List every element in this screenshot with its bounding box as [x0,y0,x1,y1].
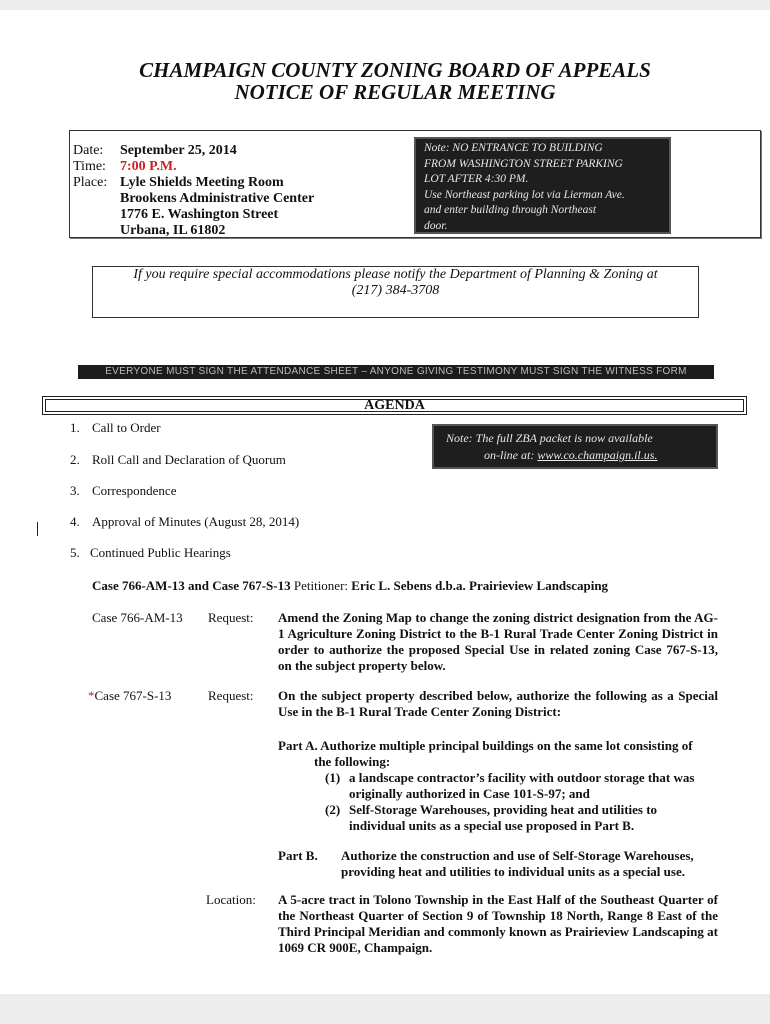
part-b-label: Part B. [278,848,318,863]
meeting-date: September 25, 2014 [120,143,237,158]
notice-title: NOTICE OF REGULAR MEETING [234,80,556,104]
parking-note-line: LOT AFTER 4:30 PM. [424,173,529,185]
sign-in-banner: EVERYONE MUST SIGN THE ATTENDANCE SHEET – ANYONE GIVING TESTIMONY MUST SIGN THE WITNESS FORM [78,365,714,379]
hearing-heading [92,578,608,594]
agenda-item-number: 1. [70,420,80,435]
part-b-line: providing heat and utilities to individual units as a special use. [341,864,685,879]
agenda-item-number: 2. [70,452,80,467]
time-label: Time: [73,159,106,174]
agenda-item-call-to-order: Call to Order [92,420,161,435]
place-line: Lyle Shields Meeting Room [120,175,284,190]
date-label: Date: [73,143,104,158]
board-title: CHAMPAIGN COUNTY ZONING BOARD OF APPEALS [139,58,651,82]
place-line: 1776 E. Washington Street [120,207,279,222]
sub-item-number: (1) [325,770,341,785]
location-label: Location: [206,892,256,907]
accommodations-box [92,266,699,318]
sub-item-text: individual units as a special use proposed in Part B. [349,818,635,833]
case-766-request: Amend the Zoning Map to change the zoning district designation from the AG-1 Agriculture Zoning District to the B-1 Rural Trade Center Zoning District in order to authorize the proposed Special Use in related zoning Case 767-S-13, on the subject property below. [278,610,718,673]
asterisk-marker: * [88,688,95,703]
request-label: Request: [208,688,254,703]
parking-note-line: door. [424,219,448,232]
agenda-heading: AGENDA [42,396,747,415]
petitioner-name: Eric L. Sebens d.b.a. Prairieview Landscaping [351,578,609,593]
request-label: Request: [208,610,254,625]
location-description: A 5-acre tract in Tolono Township in the East Half of the Southeast Quarter of the Northeast Quarter of Section 9 of Township 18 North, Range 8 East of the Third Principal Meridian and commonly known as Prairieview Landscaping at 1069 CR 900E, Champaign. [278,892,718,955]
sub-item-number: (2) [325,802,341,817]
part-a-line: the following: [314,754,391,769]
parking-note-line: Note: NO ENTRANCE TO BUILDING [424,142,603,154]
parking-note-line: and enter building through Northeast [424,204,597,216]
parking-note-line: FROM WASHINGTON STREET PARKING [424,157,623,170]
sub-item-text: Self-Storage Warehouses, providing heat and utilities to [349,802,658,817]
place-line: Urbana, IL 61802 [120,223,226,238]
agenda-item-public-hearings: Continued Public Hearings [90,545,231,560]
packet-note [432,424,718,469]
accommodations-phone: (217) 384-3708 [351,283,440,298]
place-label: Place: [73,175,108,190]
place-line: Brookens Administrative Center [120,191,315,206]
meeting-time: 7:00 P.M. [120,159,177,174]
parking-note-line: Use Northeast parking lot via Lierman Ave. [424,188,625,201]
part-a-line: Part A. Authorize multiple principal buildings on the same lot consisting of [278,738,693,753]
agenda-item-number: 4. [70,514,80,529]
petitioner-label: Petitioner: [290,578,352,593]
part-b-line: Authorize the construction and use of Self-Storage Warehouses, [341,848,694,863]
case-766-label: Case 766-AM-13 [92,610,183,625]
revision-bar [37,522,38,536]
sub-item-text: originally authorized in Case 101-S-97; and [349,786,590,801]
packet-note-line2 [446,447,704,464]
case-767-request: On the subject property described below, authorize the following as a Special Use in the B-1 Rural Trade Center Zoning District: [278,688,718,719]
agenda-item-roll-call: Roll Call and Declaration of Quorum [92,452,286,467]
case-767-number: Case 767-S-13 [94,688,172,703]
accommodations-text: If you require special accommodations please notify the Department of Planning & Zoning at [133,267,658,282]
document-page [0,10,770,994]
sub-item-text: a landscape contractor’s facility with outdoor storage that was [349,770,695,785]
agenda-item-minutes: Approval of Minutes (August 28, 2014) [92,514,300,529]
case-767-label [88,688,171,704]
meeting-info-box [69,130,761,238]
packet-note-prefix: on-line at: [484,448,538,462]
county-website-link[interactable]: www.co.champaign.il.us. [537,448,658,462]
packet-note-line: Note: The full ZBA packet is now available [446,431,653,445]
agenda-item-number: 3. [70,483,80,498]
parking-note [414,137,671,234]
hearing-cases: Case 766-AM-13 and Case 767-S-13 [92,578,291,593]
agenda-item-number: 5. [70,545,80,560]
agenda-item-correspondence: Correspondence [92,483,177,498]
